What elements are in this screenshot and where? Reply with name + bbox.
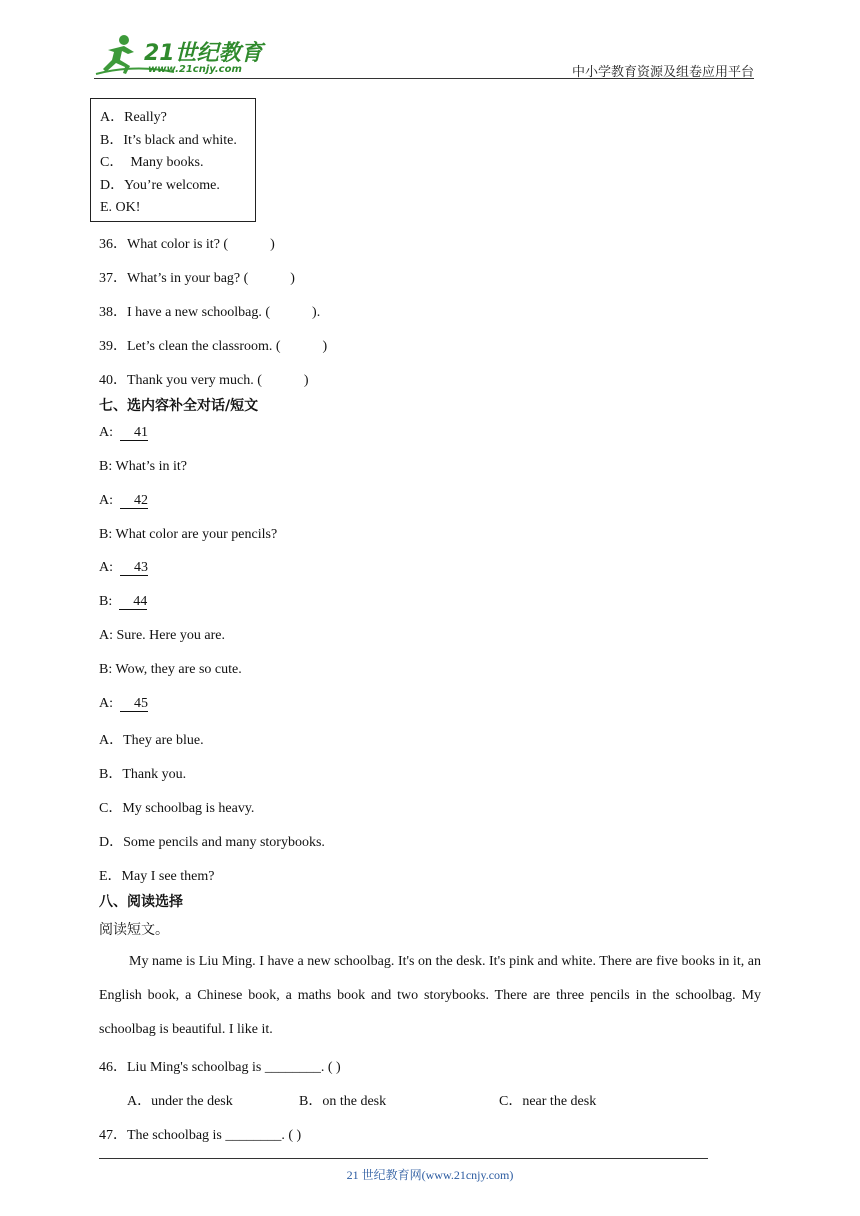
- section-7-option: E．May I see them?: [99, 869, 215, 884]
- question-40: 40．Thank you very much. ( ): [99, 373, 309, 388]
- question-46: 46．Liu Ming's schoolbag is ________. ( ): [99, 1060, 341, 1075]
- section-8-heading: 八、阅读选择: [99, 894, 183, 910]
- box-option: E. OK!: [100, 200, 141, 215]
- logo-main-text: 21世纪教育: [144, 41, 263, 66]
- question-36: 36．What color is it? ( ): [99, 237, 275, 252]
- answer-blank-43[interactable]: 43: [120, 560, 148, 576]
- answer-blank-45[interactable]: 45: [120, 696, 148, 712]
- header-platform-text: 中小学教育资源及组卷应用平台: [571, 65, 754, 80]
- speaker-label: A:: [99, 425, 113, 440]
- box-option: C． Many books.: [100, 155, 204, 170]
- header-divider: [94, 78, 754, 79]
- q46-option-c[interactable]: C．near the desk: [499, 1094, 597, 1109]
- dialogue-line: B: What’s in it?: [99, 459, 188, 474]
- speaker-label: A:: [99, 696, 113, 711]
- dialogue-line: A: Sure. Here you are.: [99, 628, 225, 643]
- speaker-label: A:: [99, 560, 113, 575]
- reading-instruction: 阅读短文。: [99, 922, 169, 938]
- q46-option-a[interactable]: A．under the desk: [127, 1094, 233, 1109]
- answer-blank-44[interactable]: 44: [119, 594, 147, 610]
- logo-sub-text: www.21cnjy.com: [148, 64, 242, 75]
- q46-option-b[interactable]: B．on the desk: [299, 1094, 387, 1109]
- speaker-label: B:: [99, 594, 113, 609]
- answer-blank-41[interactable]: 41: [120, 425, 148, 441]
- question-37: 37．What’s in your bag? ( ): [99, 271, 295, 286]
- answer-blank-42[interactable]: 42: [120, 493, 148, 509]
- box-option: B．It’s black and white.: [100, 132, 237, 148]
- section-7-option: B．Thank you.: [99, 767, 187, 782]
- section-7-heading: 七、选内容补全对话/短文: [99, 398, 259, 414]
- box-option: D．You’re welcome.: [100, 177, 220, 193]
- dialogue-line: B: Wow, they are so cute.: [99, 662, 242, 677]
- dialogue-line: [99, 493, 148, 509]
- options-box: [90, 98, 256, 222]
- question-47: 47．The schoolbag is ________. ( ): [99, 1128, 302, 1143]
- site-logo: [94, 34, 264, 78]
- section-7-option: D．Some pencils and many storybooks.: [99, 835, 325, 850]
- dialogue-line: [99, 696, 148, 712]
- footer-text[interactable]: 21 世纪教育网(www.21cnjy.com): [346, 1168, 514, 1182]
- footer-divider: [99, 1158, 708, 1159]
- reading-passage: My name is Liu Ming. I have a new schoolbag. It's on the desk. It's pink and white. There are five books in it, an English book, a Chinese book, a maths book and two storybooks. There are three pencils in the schoolbag. My schoolbag is beautiful. I like it.: [99, 954, 761, 1037]
- section-7-option: C．My schoolbag is heavy.: [99, 801, 255, 816]
- dialogue-line: [99, 425, 148, 441]
- dialogue-line: [99, 560, 148, 576]
- dialogue-line: B: What color are your pencils?: [99, 527, 278, 542]
- question-39: 39．Let’s clean the classroom. ( ): [99, 339, 328, 354]
- section-7-option: A．They are blue.: [99, 733, 204, 748]
- speaker-label: A:: [99, 493, 113, 508]
- question-38: 38．I have a new schoolbag. ( ).: [99, 305, 321, 320]
- box-option: A．Really?: [100, 110, 167, 125]
- dialogue-line: [99, 594, 147, 610]
